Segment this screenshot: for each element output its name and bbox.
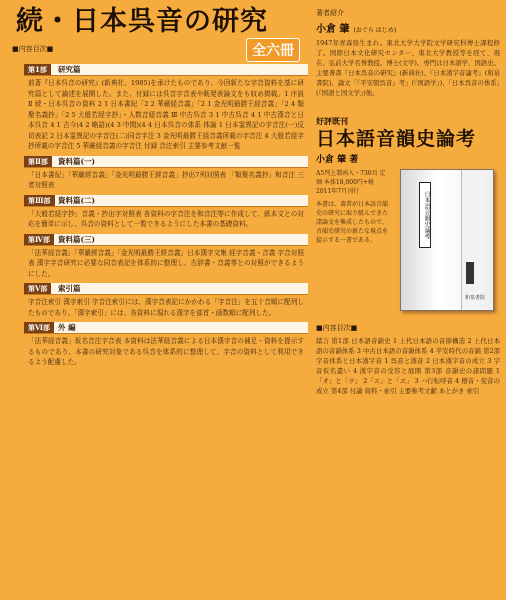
section-4: [10, 234, 308, 280]
right-column: [316, 6, 500, 600]
section-body: 字音注索引 漢字索引 字音注索引には、漢字音表記にかかわる「字音注」を五十音順に配列したものであり、「漢字索引」には、各資料に現れる漢字を部首・画数順に配列した。: [28, 298, 304, 317]
book-info-text: A5判上製函入・730頁 定価 本体18,000円+税 2011年7月刊行: [316, 170, 386, 195]
volumes-badge: 全六冊: [246, 38, 300, 62]
volume-tag: 第Ⅲ部: [24, 195, 55, 206]
volume-title: 研究篇: [58, 65, 81, 74]
volume-tag: 第Ⅱ部: [24, 156, 52, 167]
author-label: 著者紹介: [316, 9, 344, 17]
author-bio: 1947年青森県生まれ。東北大学大学院文学研究科博士課程修了。国際日本文化研究センター、東北大学教授等を経て、現在、弘前大学名誉教授。博士(文学)。専門は日本語学、国語史。主要著書『日本呉音の研究』(新典社)、『日本漢字音論考』(和泉書院)、論文「『平安朝呉音』考」(『国語学』)、「日本呉音の体系」(『国語と国文学』)他。: [316, 39, 500, 97]
author-name: [316, 20, 500, 35]
book-description: 本書は、著者が日本語音韻史の研究に取り組んできた諸論文を集成したもので、音韻史研究の新たな視点を提示する一書である。: [316, 201, 389, 244]
section-5: [10, 283, 308, 318]
book-contents-body: 緒言 第1部 日本語音韻史 1 上代日本語の音節構造 2 上代日本語の音韻体系 3 中古日本語の音韻体系 4 平安時代の音韻 第2部 字音体系と日本漢字音 1 呉音と漢音 2 日本漢字音の成立 3 字音仮名遣い 4 漢字音の受容と展開 第3部 音韻史の諸問題 1「オ」と「ヲ」 2「エ」と「ヱ」 3 ハ行転呼音 4 撥音・促音の成立 第4部 付論 資料・索引 主要参考文献 あとがき 索引: [316, 337, 500, 395]
volume-tag: 第Ⅵ部: [24, 322, 54, 333]
cover-mark-icon: [466, 262, 474, 284]
book-author: 小倉 肇 著: [316, 155, 359, 165]
volume-tag: 第1部: [24, 64, 51, 75]
section-header: [24, 322, 308, 334]
author-name-text: 小倉 肇: [316, 24, 350, 35]
left-column: [10, 6, 308, 600]
volume-title: 資料篇(一): [58, 156, 96, 166]
volume-tag: 第Ⅳ部: [24, 234, 54, 245]
cover-publisher: 和泉書院: [465, 295, 486, 301]
section-body: 「法華経音義」仮名音注字音表 本資料は法華経音義による日本漢字音の補足・資料を提示するものであり、本書の研究対象である呉音を体系的に整理して、字音の資料として利用できるよう配慮した。: [28, 337, 304, 366]
section-6: [10, 322, 308, 368]
volume-tag: 第Ⅴ部: [24, 283, 51, 294]
section-header: [24, 195, 308, 207]
section-body: 「日本書紀」「華嚴經音義」「金光明最勝王經音義」抄出7列対照表 「類聚名義抄」和音注 三者対照表: [28, 170, 304, 189]
section-3: [10, 195, 308, 230]
book-contents-label: ■内容目次■: [316, 324, 358, 332]
contents-label: ■内容目次■: [12, 45, 54, 53]
subtitle-row: [10, 38, 308, 60]
section-2: [10, 156, 308, 191]
section-body: 前著『日本呉音の研究』(新典社、1985)を承けたものであり、今回新たな字音資料を基に研究篇として論述を展開した。また、付録には呉音字音表や既発表論文をも収め掲載。1 序説 Ⅱ 続・日本呉音の資料 2 1 日本書紀「2 2 華厳経音義」「2 1 金光明最勝王経音義」「2 4 類聚名義抄」「2 5 大般若経字抄」・人数音経音義 Ⅲ 中古呉音 3 1 中古呉音 4 1 中古漢音と日本呉音 4 1 古今(4 2 略語)(4 3 中間)(4 4 日本呉音の体系 体論 1 日本霊異記の字音注(一)反切表記 2 日本霊異記の字音注(二)同音字注 3 金光明最勝王経音義所載の字音注 4 大般若経字抄所載の字音注 5 華厳経音義の字音注 付録 音注索引 主要参考文献一覧: [28, 79, 304, 150]
section-1: [10, 64, 308, 152]
section-header: [24, 283, 308, 295]
cover-title-label: 日本語音韻史論考: [419, 182, 431, 248]
book-title: 日本語音韻史論考: [316, 128, 477, 150]
cover-spine: [461, 170, 484, 310]
section-header: [24, 64, 308, 76]
section-body: 「法華経音義」「華嚴經音義」「金光明最勝王經音義」日本漢字文集 経字音義・音義 字音対照表 漢字字音研究に必要な同音表記を体系的に整理し、古辞書・音義等との対照ができるようにした。: [28, 248, 304, 278]
section-body: 「大般若経字抄」音義・抄出字対照表 各資料の字音注を和音注等に作成して、紙本文との対応を簡単に示し、呉音の資料として一覧できるようにした本書の基礎資料。: [28, 209, 304, 228]
volume-title: 資料篇(二): [58, 195, 96, 205]
book-block: [316, 169, 500, 319]
book-cover-image: [400, 169, 494, 311]
section-header: [24, 234, 308, 246]
volume-title: 外 編: [58, 323, 76, 332]
book-tag: 好評既刊: [316, 116, 348, 126]
main-title: 続・日本呉音の研究: [16, 6, 268, 37]
book-info: [316, 169, 388, 245]
section-header: [24, 156, 308, 168]
volume-title: 索引篇: [58, 284, 81, 293]
author-reading: (おぐら はじめ): [353, 27, 397, 34]
volume-title: 資料篇(三): [58, 234, 96, 244]
